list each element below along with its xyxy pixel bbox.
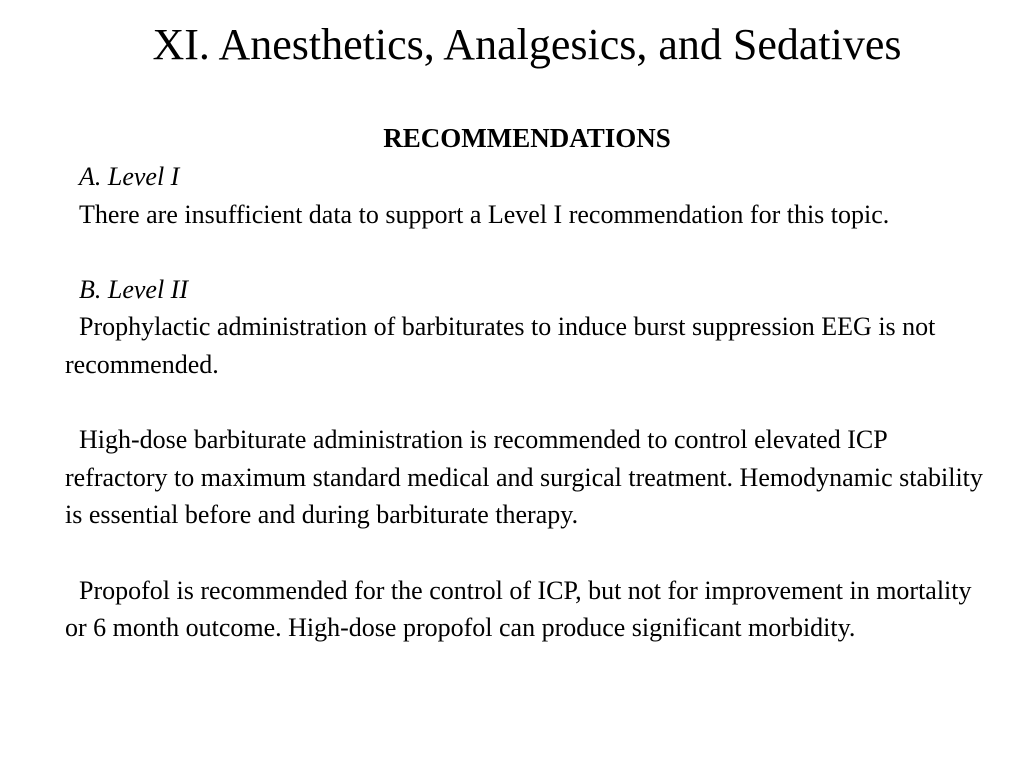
level-a-text: There are insufficient data to support a Level I recommendation for this topic. [79, 199, 890, 229]
level-a-label: A. Level I [79, 162, 180, 191]
slide-title: XI. Anesthetics, Analgesics, and Sedatives [152, 20, 902, 69]
level-b-barbiturate-prophylaxis: Prophylactic administration of barbiturates to induce burst suppression EEG is not recommended. [65, 312, 936, 379]
spacer [65, 233, 985, 271]
level-b-propofol: Propofol is recommended for the control of ICP, but not for improvement in mortality or 6 month outcome. High-dose propofol can produce significant morbidity. [65, 575, 972, 643]
spacer [65, 534, 985, 572]
recommendations-body [65, 158, 985, 647]
spacer [65, 384, 985, 422]
level-b-label: B. Level II [79, 274, 189, 304]
level-b-high-dose-barbiturate: High-dose barbiturate administration is recommended to control elevated ICP refractory to maximum standard medical and surgical treatment. Hemodynamic stability is essential before and during barbiturate therapy. [65, 425, 983, 530]
recommendations-heading: RECOMMENDATIONS [383, 123, 671, 153]
